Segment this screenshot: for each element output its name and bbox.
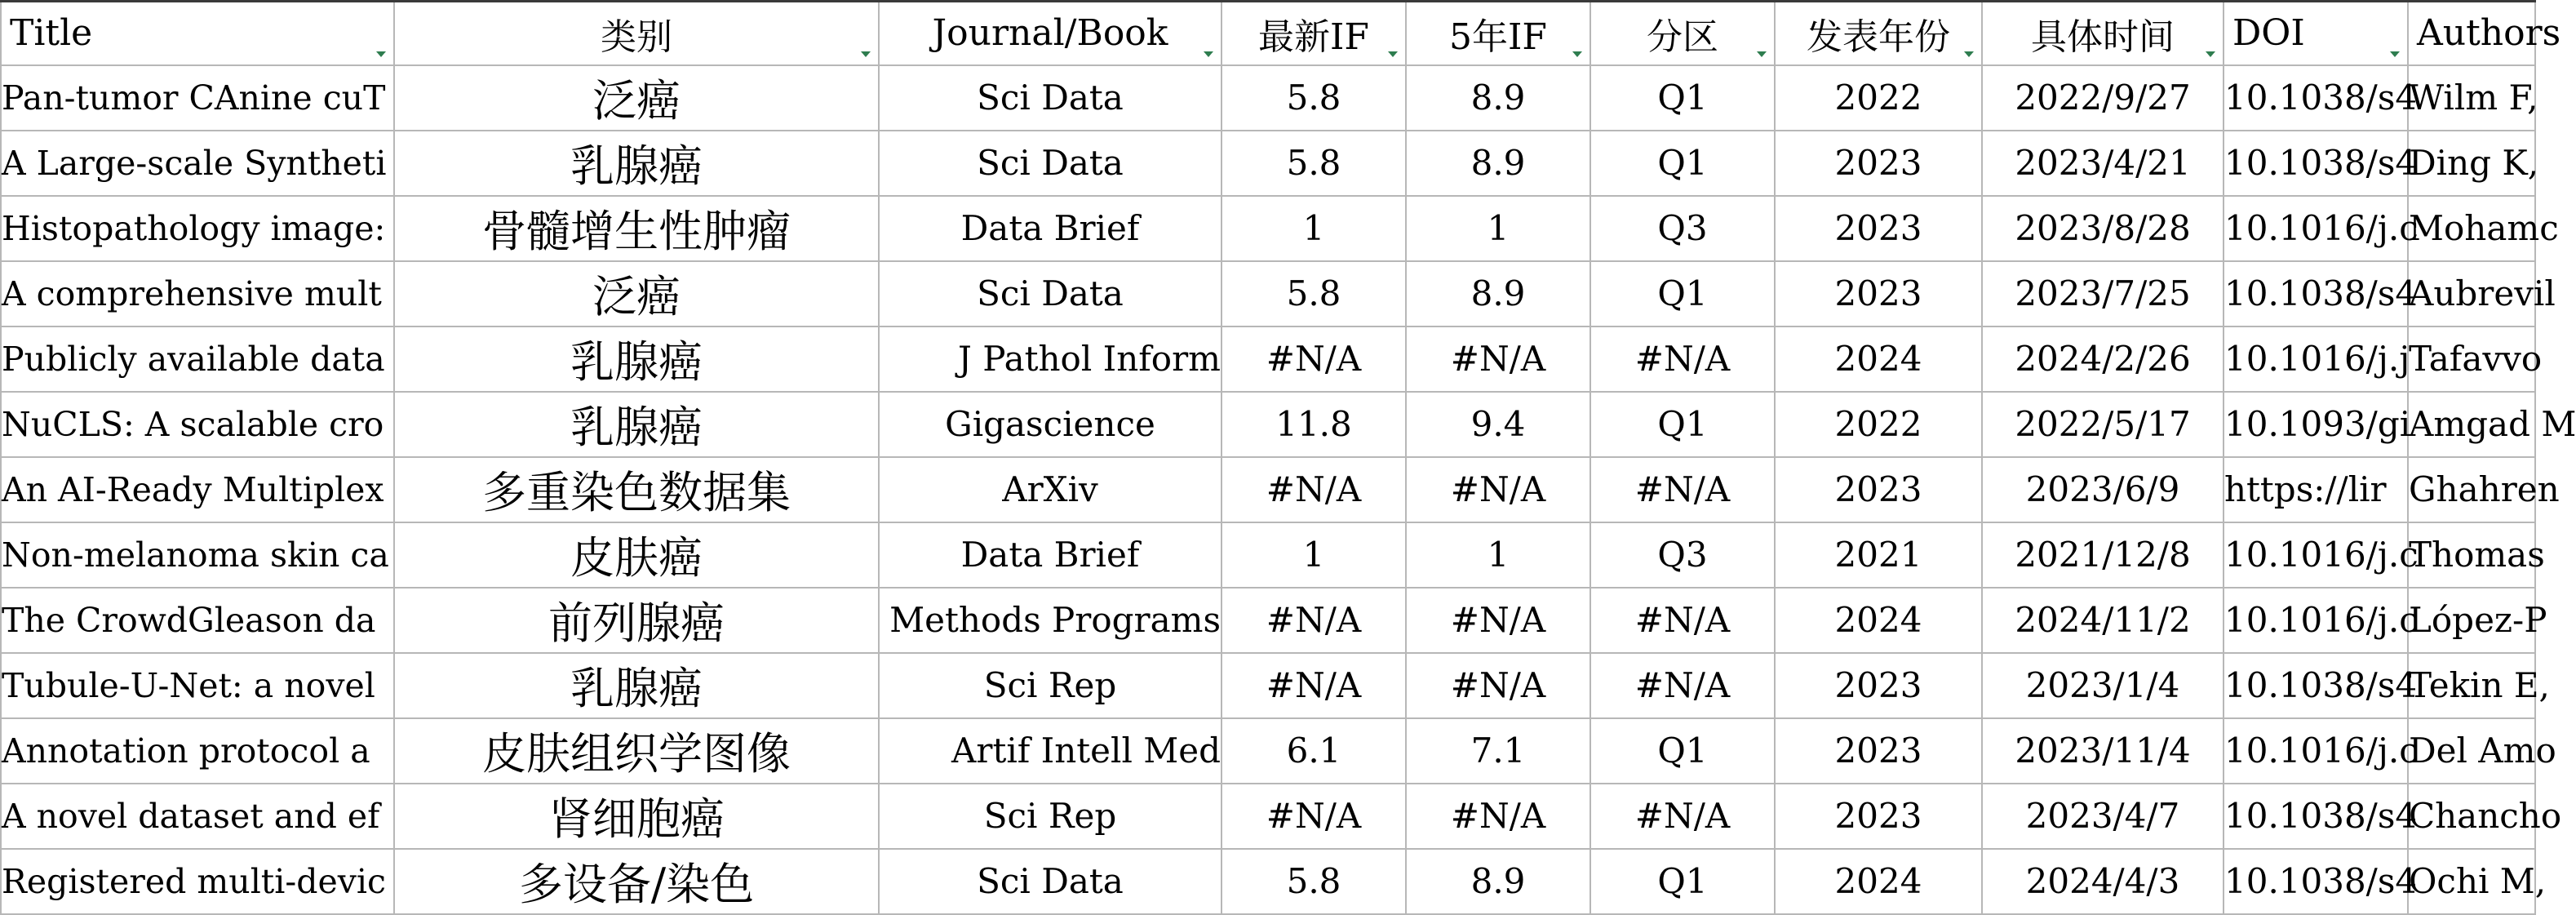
cell-latest-if[interactable]: #N/A [1221, 457, 1406, 522]
cell-title[interactable]: NuCLS: A scalable cro [1, 392, 394, 457]
table-row [1, 522, 2535, 588]
filter-dropdown-icon[interactable] [858, 48, 873, 60]
column-header-doi[interactable] [2224, 2, 2408, 65]
cell-journal[interactable]: Data Brief [879, 522, 1221, 588]
column-header-authors[interactable] [2408, 2, 2561, 65]
cell-5yr-if[interactable]: 1 [1406, 522, 1590, 588]
column-header-latest-if[interactable] [1221, 2, 1406, 65]
table-row [1, 653, 2535, 718]
cell-title[interactable]: Registered multi-devic [1, 849, 394, 914]
cell-journal[interactable]: Data Brief [879, 196, 1221, 261]
cell-quartile[interactable]: Q1 [1590, 261, 1775, 326]
cell-5yr-if[interactable]: 1 [1406, 196, 1590, 261]
cell-latest-if[interactable]: 11.8 [1221, 392, 1406, 457]
cell-date[interactable]: 2023/11/4 [1982, 718, 2224, 784]
cell-category[interactable]: 乳腺癌 [394, 653, 879, 718]
cell-category[interactable]: 肾细胞癌 [394, 784, 879, 849]
cell-latest-if[interactable]: #N/A [1221, 784, 1406, 849]
table-row [1, 261, 2535, 326]
cell-journal[interactable]: Sci Rep [879, 653, 1221, 718]
cell-year[interactable]: 2023 [1775, 718, 1982, 784]
cell-latest-if[interactable]: #N/A [1221, 326, 1406, 392]
cell-date[interactable]: 2022/9/27 [1982, 65, 2224, 131]
cell-latest-if[interactable]: #N/A [1221, 653, 1406, 718]
cell-doi[interactable]: 10.1038/s4 [2224, 784, 2408, 849]
cell-journal[interactable]: Sci Data [879, 849, 1221, 914]
cell-journal[interactable]: Gigascience [879, 392, 1221, 457]
cell-authors[interactable]: Amgad M [2408, 392, 2535, 457]
cell-5yr-if[interactable]: 8.9 [1406, 261, 1590, 326]
cell-title[interactable]: A Large-scale Syntheti [1, 131, 394, 196]
column-header-label: 具体时间 [2031, 16, 2175, 58]
cell-title[interactable]: Publicly available data [1, 326, 394, 392]
cell-authors[interactable]: Tekin E, [2408, 653, 2535, 718]
cell-quartile[interactable]: Q1 [1590, 849, 1775, 914]
cell-latest-if[interactable]: 1 [1221, 522, 1406, 588]
cell-5yr-if[interactable]: #N/A [1406, 784, 1590, 849]
table-body [1, 65, 2576, 914]
cell-year[interactable]: 2023 [1775, 653, 1982, 718]
column-header-journal[interactable] [879, 2, 1221, 65]
cell-latest-if[interactable]: 5.8 [1221, 131, 1406, 196]
cell-5yr-if[interactable]: 9.4 [1406, 392, 1590, 457]
cell-year[interactable]: 2024 [1775, 849, 1982, 914]
cell-year[interactable]: 2023 [1775, 784, 1982, 849]
cell-date[interactable]: 2023/6/9 [1982, 457, 2224, 522]
cell-quartile[interactable]: Q3 [1590, 196, 1775, 261]
cell-category[interactable]: 泛癌 [394, 261, 879, 326]
cell-title[interactable]: Tubule-U-Net: a novel [1, 653, 394, 718]
table-row [1, 588, 2535, 653]
cell-doi[interactable]: 10.1093/gi [2224, 392, 2408, 457]
cell-category[interactable]: 骨髓增生性肿瘤 [394, 196, 879, 261]
cell-doi[interactable]: 10.1016/j.c [2224, 588, 2408, 653]
cell-doi[interactable]: https://lir [2224, 457, 2408, 522]
column-header-label: Title [10, 12, 93, 55]
cell-authors[interactable]: Ding K, [2408, 131, 2535, 196]
cell-latest-if[interactable]: 5.8 [1221, 261, 1406, 326]
cell-5yr-if[interactable]: #N/A [1406, 326, 1590, 392]
cell-quartile[interactable]: Q1 [1590, 65, 1775, 131]
cell-5yr-if[interactable]: #N/A [1406, 588, 1590, 653]
cell-latest-if[interactable]: 5.8 [1221, 65, 1406, 131]
filter-dropdown-icon[interactable] [1570, 48, 1585, 60]
table-row [1, 784, 2535, 849]
cell-date[interactable]: 2023/4/7 [1982, 784, 2224, 849]
cell-year[interactable]: 2023 [1775, 457, 1982, 522]
cell-journal[interactable]: Sci Data [879, 65, 1221, 131]
cell-date[interactable]: 2024/4/3 [1982, 849, 2224, 914]
cell-year[interactable]: 2023 [1775, 131, 1982, 196]
table-row [1, 457, 2535, 522]
cell-quartile[interactable]: #N/A [1590, 653, 1775, 718]
cell-latest-if[interactable]: #N/A [1221, 588, 1406, 653]
cell-quartile[interactable]: #N/A [1590, 457, 1775, 522]
cell-authors[interactable]: Wilm F, [2408, 65, 2535, 131]
filter-dropdown-icon[interactable] [374, 48, 388, 60]
table-row [1, 196, 2535, 261]
cell-doi[interactable]: 10.1038/s4 [2224, 65, 2408, 131]
cell-authors[interactable]: Mohamc [2408, 196, 2535, 261]
column-header-category[interactable] [394, 2, 879, 65]
cell-date[interactable]: 2022/5/17 [1982, 392, 2224, 457]
column-header-5yr-if[interactable] [1406, 2, 1590, 65]
cell-authors[interactable]: Thomas [2408, 522, 2535, 588]
table-row [1, 718, 2535, 784]
cell-category[interactable]: 泛癌 [394, 65, 879, 131]
cell-date[interactable]: 2023/8/28 [1982, 196, 2224, 261]
cell-journal[interactable]: Methods Programs [879, 588, 1221, 653]
cell-title[interactable]: A novel dataset and ef [1, 784, 394, 849]
cell-quartile[interactable]: Q1 [1590, 392, 1775, 457]
cell-title[interactable]: Annotation protocol a [1, 718, 394, 784]
column-header-label: 类别 [601, 16, 672, 58]
cell-quartile[interactable]: #N/A [1590, 588, 1775, 653]
cell-authors[interactable]: Ghahren [2408, 457, 2535, 522]
cell-journal[interactable]: Sci Data [879, 261, 1221, 326]
cell-year[interactable]: 2023 [1775, 196, 1982, 261]
table-row [1, 65, 2535, 131]
cell-quartile[interactable]: #N/A [1590, 784, 1775, 849]
filter-dropdown-icon[interactable] [1754, 48, 1769, 60]
cell-doi[interactable]: 10.1038/s4 [2224, 653, 2408, 718]
cell-5yr-if[interactable]: #N/A [1406, 653, 1590, 718]
cell-category[interactable]: 多重染色数据集 [394, 457, 879, 522]
cell-doi[interactable]: 10.1016/j.c [2224, 522, 2408, 588]
cell-quartile[interactable]: #N/A [1590, 326, 1775, 392]
column-header-label: 最新IF [1258, 16, 1369, 58]
cell-latest-if[interactable]: 1 [1221, 196, 1406, 261]
cell-category[interactable]: 多设备/染色 [394, 849, 879, 914]
cell-title[interactable]: The CrowdGleason da [1, 588, 394, 653]
cell-doi[interactable]: 10.1016/j.j [2224, 326, 2408, 392]
cell-date[interactable]: 2024/11/2 [1982, 588, 2224, 653]
cell-title[interactable]: Non-melanoma skin ca [1, 522, 394, 588]
cell-year[interactable]: 2023 [1775, 261, 1982, 326]
cell-doi[interactable]: 10.1016/j.c [2224, 196, 2408, 261]
cell-quartile[interactable]: Q3 [1590, 522, 1775, 588]
column-header-year[interactable] [1775, 2, 1982, 65]
cell-5yr-if[interactable]: #N/A [1406, 457, 1590, 522]
cell-authors[interactable]: Chancho [2408, 784, 2535, 849]
column-header-label: Journal/Book [932, 12, 1168, 55]
cell-5yr-if[interactable]: 8.9 [1406, 65, 1590, 131]
filter-dropdown-icon[interactable] [1201, 48, 1216, 60]
cell-category[interactable]: 乳腺癌 [394, 392, 879, 457]
cell-date[interactable]: 2024/2/26 [1982, 326, 2224, 392]
cell-year[interactable]: 2021 [1775, 522, 1982, 588]
filter-dropdown-icon[interactable] [1962, 48, 1976, 60]
column-header-label: 分区 [1647, 16, 1718, 58]
cell-date[interactable]: 2021/12/8 [1982, 522, 2224, 588]
column-header-label: DOI [2232, 12, 2305, 55]
cell-authors[interactable]: López-P [2408, 588, 2535, 653]
cell-doi[interactable]: 10.1038/s4 [2224, 131, 2408, 196]
cell-quartile[interactable]: Q1 [1590, 131, 1775, 196]
column-header-date[interactable] [1982, 2, 2224, 65]
table-row [1, 326, 2535, 392]
table-row [1, 392, 2535, 457]
cell-quartile[interactable]: Q1 [1590, 718, 1775, 784]
cell-date[interactable]: 2023/7/25 [1982, 261, 2224, 326]
filter-dropdown-icon[interactable] [2203, 48, 2218, 60]
cell-category[interactable]: 皮肤组织学图像 [394, 718, 879, 784]
cell-year[interactable]: 2024 [1775, 588, 1982, 653]
cell-doi[interactable]: 10.1038/s4 [2224, 849, 2408, 914]
cell-5yr-if[interactable]: 8.9 [1406, 131, 1590, 196]
cell-authors[interactable]: Del Amo [2408, 718, 2535, 784]
table-row [1, 131, 2535, 196]
cell-journal[interactable]: ArXiv [879, 457, 1221, 522]
filter-dropdown-icon[interactable] [1386, 48, 1400, 60]
cell-journal[interactable]: Sci Data [879, 131, 1221, 196]
cell-authors[interactable]: Aubrevil [2408, 261, 2535, 326]
cell-latest-if[interactable]: 6.1 [1221, 718, 1406, 784]
cell-5yr-if[interactable]: 8.9 [1406, 849, 1590, 914]
cell-journal[interactable]: J Pathol Inform [879, 326, 1221, 392]
cell-category[interactable]: 乳腺癌 [394, 131, 879, 196]
cell-latest-if[interactable]: 5.8 [1221, 849, 1406, 914]
cell-5yr-if[interactable]: 7.1 [1406, 718, 1590, 784]
cell-year[interactable]: 2024 [1775, 326, 1982, 392]
cell-date[interactable]: 2023/4/21 [1982, 131, 2224, 196]
cell-title[interactable]: An AI-Ready Multiplex [1, 457, 394, 522]
cell-title[interactable]: Histopathology image: [1, 196, 394, 261]
column-header-title[interactable] [1, 2, 394, 65]
cell-category[interactable]: 前列腺癌 [394, 588, 879, 653]
cell-authors[interactable]: Ochi M, [2408, 849, 2535, 914]
column-header-quartile[interactable] [1590, 2, 1775, 65]
cell-category[interactable]: 皮肤癌 [394, 522, 879, 588]
column-header-label: 5年IF [1449, 16, 1547, 58]
column-header-label: 发表年份 [1807, 16, 1950, 58]
cell-authors[interactable]: Tafavvo [2408, 326, 2535, 392]
cell-category[interactable]: 乳腺癌 [394, 326, 879, 392]
cell-year[interactable]: 2022 [1775, 65, 1982, 131]
cell-title[interactable]: Pan-tumor CAnine cuT [1, 65, 394, 131]
table-row [1, 849, 2535, 914]
cell-year[interactable]: 2022 [1775, 392, 1982, 457]
filter-dropdown-icon[interactable] [2388, 48, 2402, 60]
cell-doi[interactable]: 10.1016/j.c [2224, 718, 2408, 784]
cell-journal[interactable]: Artif Intell Med [879, 718, 1221, 784]
cell-journal[interactable]: Sci Rep [879, 784, 1221, 849]
cell-doi[interactable]: 10.1038/s4 [2224, 261, 2408, 326]
column-header-label: Authors [2417, 12, 2561, 55]
cell-title[interactable]: A comprehensive mult [1, 261, 394, 326]
cell-date[interactable]: 2023/1/4 [1982, 653, 2224, 718]
header-row [1, 2, 2535, 65]
